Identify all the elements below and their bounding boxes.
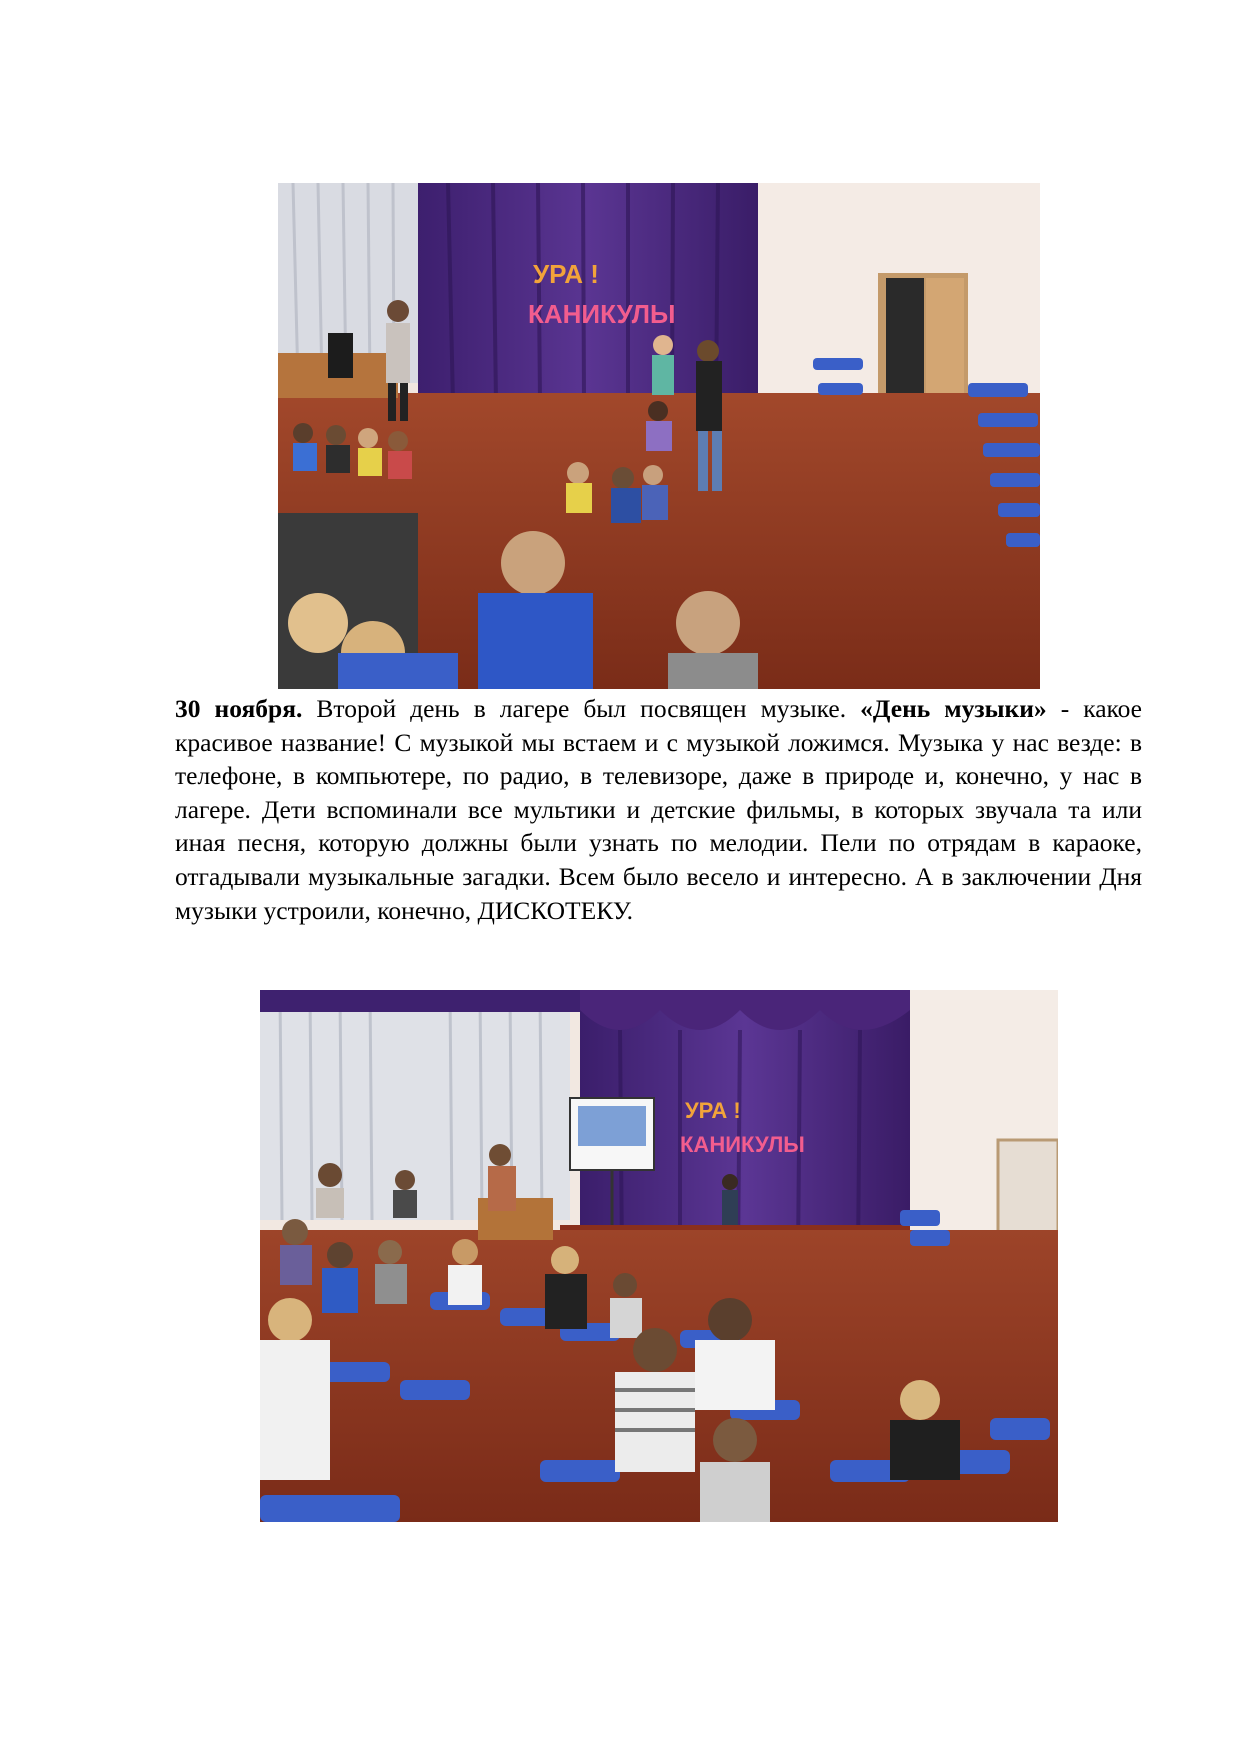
banner-line-1-second: УРА ! [685,1098,741,1123]
event-name: «День музыки» [860,694,1047,723]
event-body: - какое красивое название! С музыкой мы встаем и с музыкой ложимся. Музыка у нас везде: в телефоне, в компьютере, по радио, в телевизоре, даже в природе и, конечно, у нас в лагере. Дети вспоминали все мультики и детские фильмы, в которых звучала та или иная песня, которую должны были узнать по мелодии. Пели по отрядам в караоке, отгадывали музыкальные загадки. Всем было весело и интересно. А в заключении Дня музыки устроили, конечно, ДИСКОТЕКУ. [175,694,1142,925]
photo-hall-audience-image [260,990,1058,1522]
photo-hall-game [278,183,1040,689]
banner-line-2: КАНИКУЛЫ [528,299,676,329]
banner-line-2-second: КАНИКУЛЫ [680,1132,805,1157]
banner-line-1: УРА ! [533,259,599,289]
photo-hall-audience [260,990,1058,1522]
event-intro: Второй день в лагере был посвящен музыке. [302,694,861,723]
event-description [175,692,1142,927]
event-date: 30 ноября. [175,694,303,723]
photo-hall-game-image [278,183,1040,689]
